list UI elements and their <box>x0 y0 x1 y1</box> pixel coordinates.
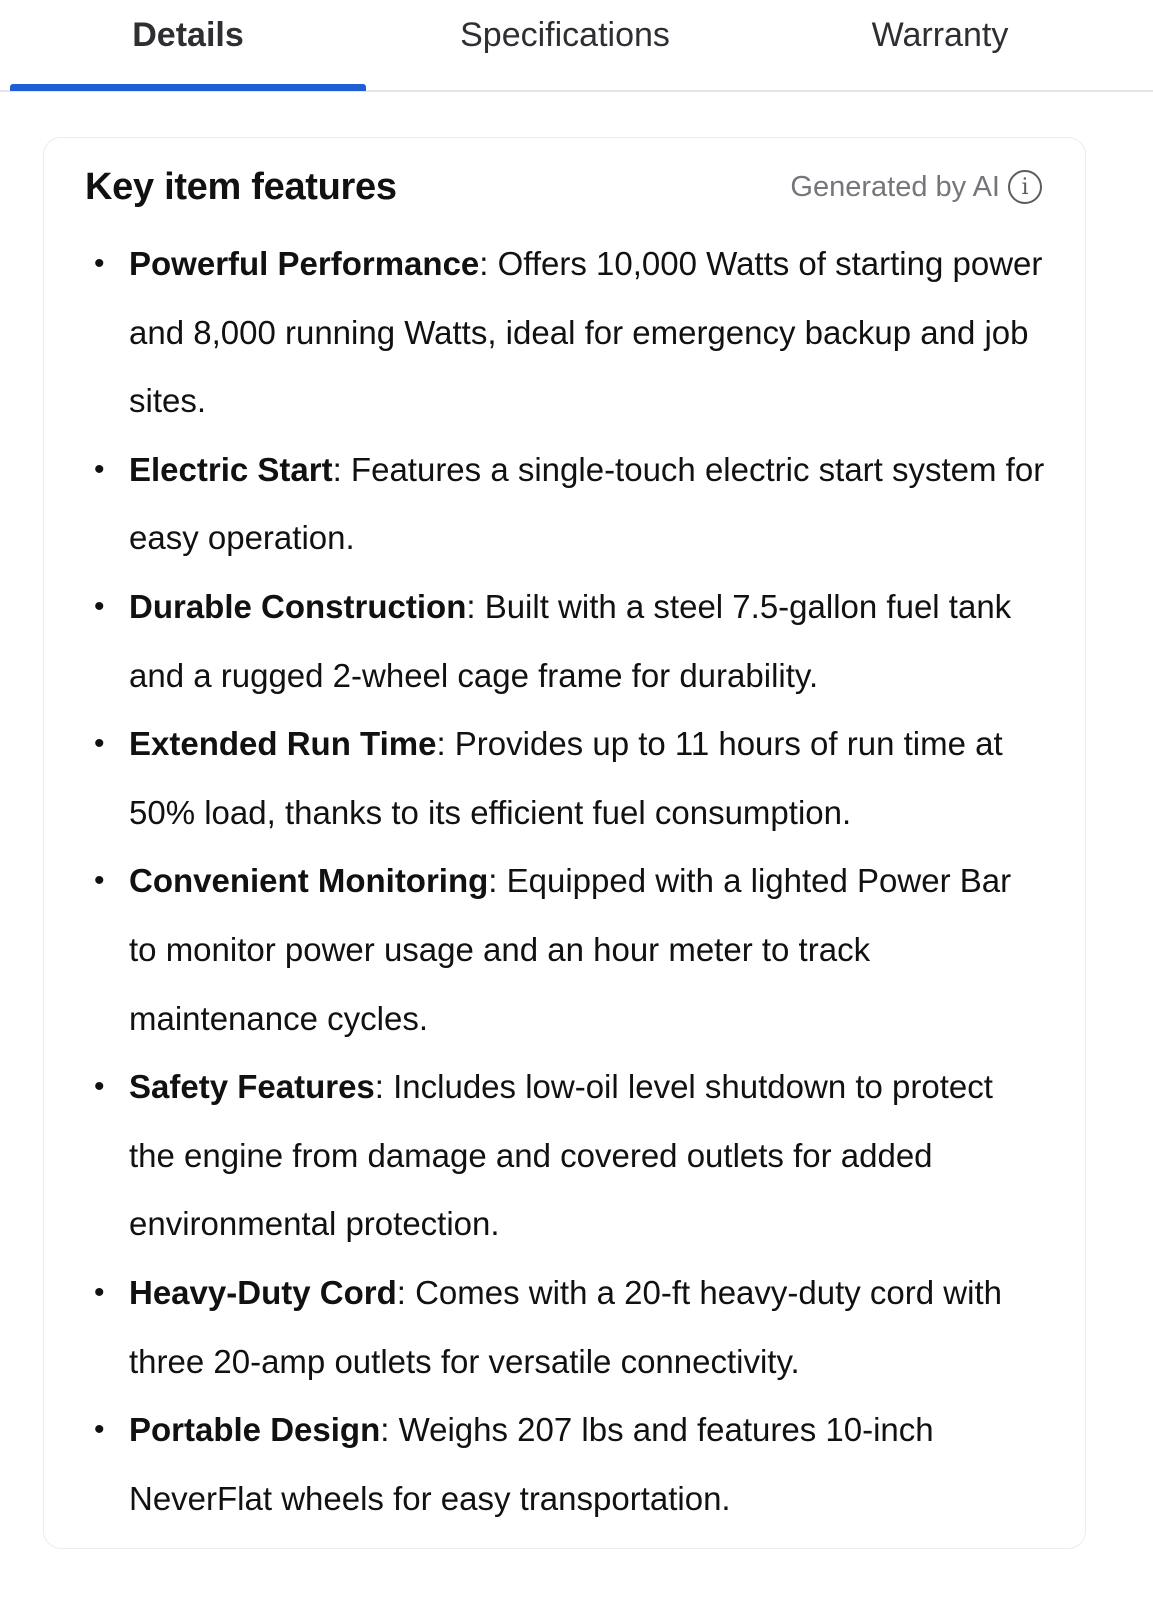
bullet-icon: • <box>94 727 105 761</box>
feature-name: Heavy-Duty Cord <box>129 1273 397 1311</box>
list-item <box>44 1259 1087 1396</box>
info-icon[interactable]: i <box>1008 170 1042 204</box>
feature-name: Convenient Monitoring <box>129 862 489 900</box>
ai-generated-note <box>790 170 1042 204</box>
bullet-icon: • <box>94 247 105 280</box>
list-item <box>44 573 1087 710</box>
list-item <box>44 1053 1087 1259</box>
bullet-icon: • <box>94 589 105 623</box>
tab-bar <box>0 0 1153 92</box>
bullet-icon: • <box>94 1070 105 1104</box>
list-item <box>44 1396 1087 1533</box>
bullet-icon: • <box>94 1275 105 1309</box>
bullet-icon: • <box>94 452 105 486</box>
key-features-card <box>43 137 1086 1549</box>
ai-generated-label: Generated by AI <box>790 170 1000 203</box>
tab-details[interactable]: Details <box>132 16 244 54</box>
list-item <box>44 710 1087 847</box>
feature-text: : Weighs 207 lbs and features 10-inch NeverFlat wheels for easy transportation. <box>129 1411 934 1517</box>
feature-name: Safety Features <box>129 1068 375 1106</box>
list-item <box>44 847 1087 1053</box>
active-tab-indicator <box>10 84 366 91</box>
feature-name: Durable Construction <box>129 587 467 625</box>
feature-text: : Includes low-oil level shutdown to protect the engine from damage and covered outlets for added environmental protection. <box>129 1068 993 1243</box>
feature-name: Portable Design <box>129 1411 381 1449</box>
bullet-icon: • <box>94 1413 105 1447</box>
feature-text: : Equipped with a lighted Power Bar to monitor power usage and an hour meter to track maintenance cycles. <box>129 862 1012 1037</box>
features-list <box>44 230 1087 1533</box>
feature-name: Extended Run Time <box>129 725 437 763</box>
list-item <box>44 436 1087 573</box>
tab-specifications[interactable]: Specifications <box>460 16 670 54</box>
feature-text: : Features a single-touch electric start system for easy operation. <box>129 450 1045 557</box>
feature-text: : Built with a steel 7.5-gallon fuel tank and a rugged 2-wheel cage frame for durability. <box>129 587 1012 694</box>
tab-warranty[interactable]: Warranty <box>871 16 1009 54</box>
bullet-icon: • <box>94 864 105 898</box>
feature-text: : Provides up to 11 hours of run time at 50% load, thanks to its efficient fuel consumption. <box>129 725 1003 831</box>
card-title: Key item features <box>85 166 397 208</box>
feature-text: : Comes with a 20-ft heavy-duty cord with three 20-amp outlets for versatile connectivity. <box>129 1273 1002 1380</box>
feature-name: Electric Start <box>129 450 333 488</box>
list-item <box>44 230 1087 436</box>
feature-text: : Offers 10,000 Watts of starting power and 8,000 running Watts, ideal for emergency backup and job sites. <box>129 245 1043 420</box>
feature-name: Powerful Performance <box>129 245 480 282</box>
